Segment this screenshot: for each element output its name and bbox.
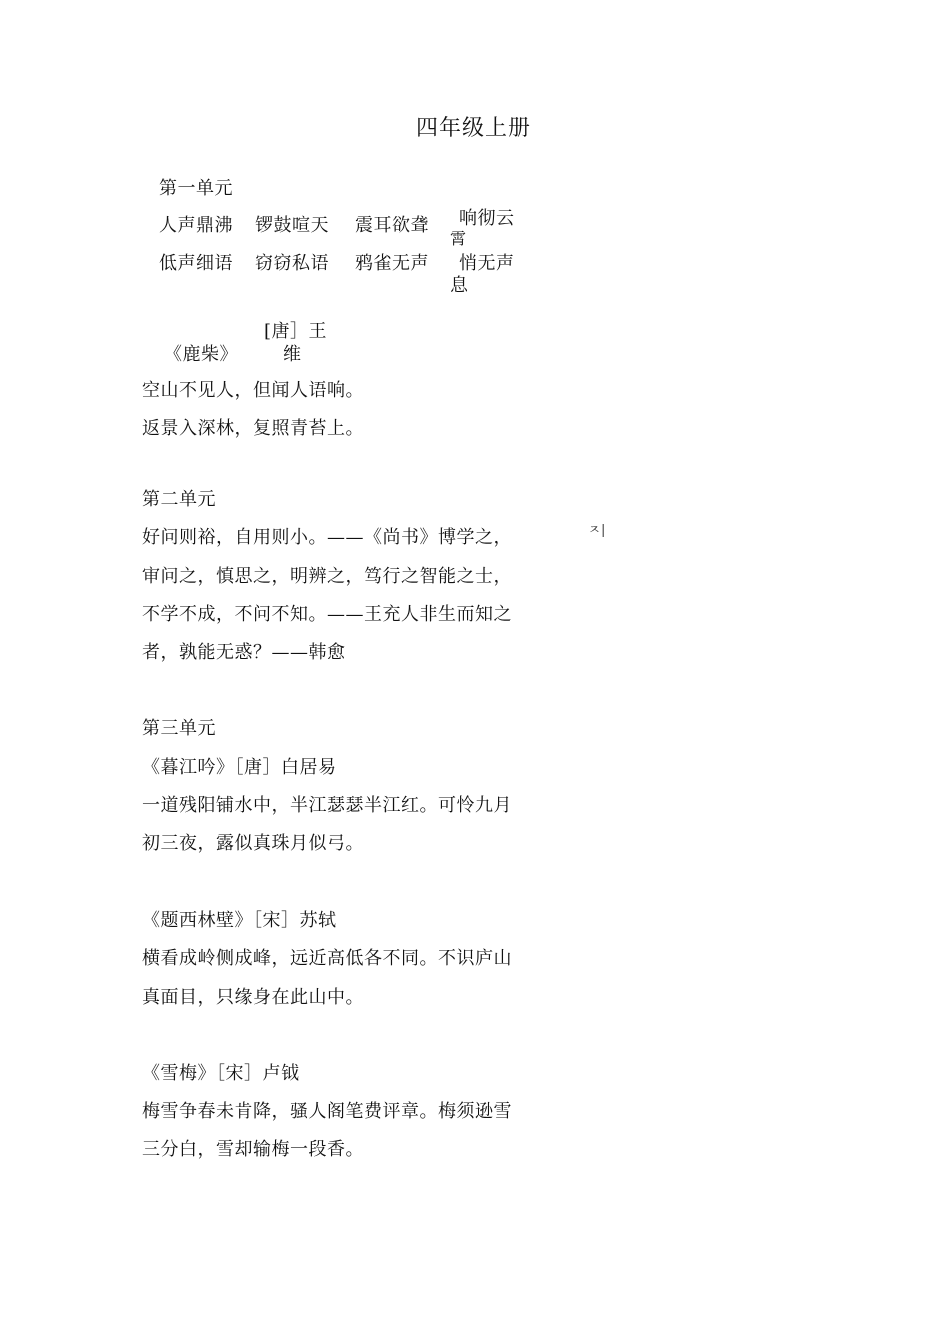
unit1-heading: 第一单元	[159, 178, 233, 199]
poem-line: 真面目，只缘身在此山中。	[142, 987, 364, 1008]
poem-header: 《题西林壁》［宋］苏轼	[142, 910, 337, 931]
idiom-part: 响彻云	[459, 208, 515, 229]
idiom: 人声鼎沸	[159, 215, 233, 236]
quote-line: 审问之，慎思之，明辨之，笃行之智能之士，	[142, 566, 512, 587]
poem-line: 初三夜，露似真珠月似弓。	[142, 833, 364, 854]
poem-author: 维	[283, 344, 302, 365]
poem-line: 返景入深林，复照青苔上。	[142, 418, 364, 439]
poem-line: 一道残阳铺水中，半江瑟瑟半江红。可怜九月	[142, 795, 512, 816]
poem-line: 空山不见人，但闻人语响。	[142, 380, 364, 401]
poem-line: 横看成岭侧成峰，远近高低各不同。不识庐山	[142, 948, 512, 969]
idiom: 锣鼓喧天	[255, 215, 329, 236]
margin-mark: ㅈ|	[588, 523, 606, 538]
unit2-heading: 第二单元	[142, 489, 216, 510]
unit3-heading: 第三单元	[142, 718, 216, 739]
idiom: 窃窃私语	[255, 253, 329, 274]
idiom-part: 悄无声	[459, 253, 515, 274]
idiom: 鸦雀无声	[355, 253, 429, 274]
idiom-part: 霄	[450, 229, 467, 248]
idiom: 震耳欲聋	[355, 215, 429, 236]
idiom-part: 息	[450, 275, 469, 296]
poem-title: 《鹿柴》	[164, 344, 238, 365]
poem-line: 梅雪争春未肯降，骚人阁笔费评章。梅须逊雪	[142, 1101, 512, 1122]
quote-line: 好问则裕，自用则小。——《尚书》博学之，	[142, 527, 512, 548]
poem-line: 三分白，雪却输梅一段香。	[142, 1139, 364, 1160]
poem-dynasty-author: [唐］王	[264, 321, 328, 342]
poem-header: 《雪梅》［宋］卢钺	[142, 1063, 300, 1084]
idiom: 低声细语	[159, 253, 233, 274]
page-title: 四年级上册	[416, 116, 532, 141]
poem-header: 《暮江吟》［唐］白居易	[142, 757, 337, 778]
quote-line: 者，孰能无惑？——韩愈	[142, 642, 346, 663]
quote-line: 不学不成，不问不知。——王充人非生而知之	[142, 604, 512, 625]
